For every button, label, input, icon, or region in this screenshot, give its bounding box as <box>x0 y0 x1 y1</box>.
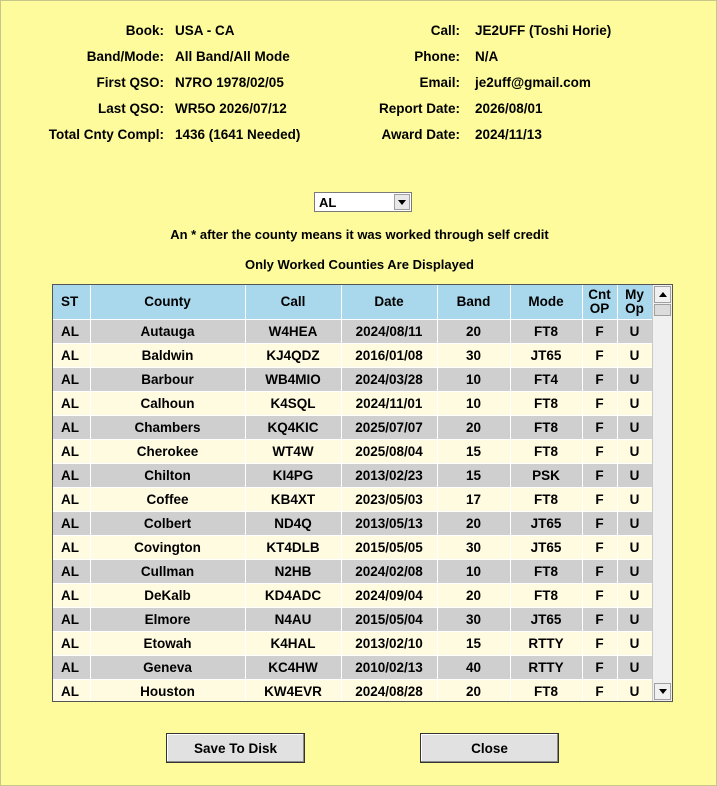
cnt-op-cell: F <box>582 440 617 464</box>
info-left-value: N7RO 1978/02/05 <box>175 75 284 90</box>
mode-cell: FT8 <box>510 440 582 464</box>
state-cell: AL <box>53 560 90 584</box>
call-cell: KB4XT <box>245 488 341 512</box>
my-op-cell: U <box>617 680 652 703</box>
call-cell: K4SQL <box>245 392 341 416</box>
cnt-op-cell: F <box>582 464 617 488</box>
save-to-disk-button[interactable]: Save To Disk <box>166 733 305 763</box>
band-cell: 40 <box>437 656 510 680</box>
county-cell: Coffee <box>90 488 245 512</box>
info-right-value: JE2UFF (Toshi Horie) <box>475 23 612 38</box>
column-header[interactable]: Mode <box>510 285 582 320</box>
my-op-cell: U <box>617 584 652 608</box>
my-op-cell: U <box>617 464 652 488</box>
table-row[interactable] <box>53 584 652 608</box>
table-row[interactable] <box>53 680 652 703</box>
state-cell: AL <box>53 416 90 440</box>
state-cell: AL <box>53 584 90 608</box>
info-right-row <box>1 74 717 92</box>
info-right-value: 2026/08/01 <box>475 101 543 116</box>
my-op-cell: U <box>617 416 652 440</box>
band-cell: 20 <box>437 416 510 440</box>
state-cell: AL <box>53 512 90 536</box>
my-op-cell: U <box>617 368 652 392</box>
cnt-op-cell: F <box>582 608 617 632</box>
info-right-value: je2uff@gmail.com <box>475 75 591 90</box>
county-table[interactable] <box>52 284 673 702</box>
call-cell: K4HAL <box>245 632 341 656</box>
band-cell: 15 <box>437 440 510 464</box>
cnt-op-cell: F <box>582 368 617 392</box>
date-cell: 2015/05/04 <box>341 608 437 632</box>
cnt-op-cell: F <box>582 536 617 560</box>
band-cell: 20 <box>437 584 510 608</box>
my-op-cell: U <box>617 608 652 632</box>
county-cell: Colbert <box>90 512 245 536</box>
county-cell: Geneva <box>90 656 245 680</box>
cnt-op-cell: F <box>582 416 617 440</box>
band-cell: 20 <box>437 512 510 536</box>
call-cell: WB4MIO <box>245 368 341 392</box>
state-cell: AL <box>53 344 90 368</box>
table-row[interactable] <box>53 368 652 392</box>
info-left-label: First QSO: <box>96 75 164 90</box>
arrow-down-icon[interactable] <box>654 683 671 700</box>
table-row[interactable] <box>53 512 652 536</box>
info-right-row <box>1 48 717 66</box>
table-row[interactable] <box>53 392 652 416</box>
vertical-scrollbar[interactable] <box>652 285 672 701</box>
info-left-label: Book: <box>125 23 164 38</box>
info-left-value: USA - CA <box>175 23 235 38</box>
date-cell: 2024/02/08 <box>341 560 437 584</box>
state-cell: AL <box>53 680 90 703</box>
table-row[interactable] <box>53 320 652 344</box>
table-row[interactable] <box>53 344 652 368</box>
state-cell: AL <box>53 608 90 632</box>
my-op-cell: U <box>617 488 652 512</box>
band-cell: 30 <box>437 344 510 368</box>
arrow-up-icon[interactable] <box>654 286 671 303</box>
cnt-op-cell: F <box>582 488 617 512</box>
state-cell: AL <box>53 368 90 392</box>
cnt-op-cell: F <box>582 320 617 344</box>
band-cell: 10 <box>437 392 510 416</box>
mode-cell: PSK <box>510 464 582 488</box>
column-header[interactable]: Call <box>245 285 341 320</box>
info-right-label: Phone: <box>414 49 460 64</box>
my-op-cell: U <box>617 344 652 368</box>
info-left-value: 1436 (1641 Needed) <box>175 127 301 142</box>
table-row[interactable] <box>53 608 652 632</box>
band-cell: 15 <box>437 464 510 488</box>
mode-cell: FT8 <box>510 584 582 608</box>
band-cell: 10 <box>437 560 510 584</box>
band-cell: 20 <box>437 680 510 703</box>
date-cell: 2023/05/03 <box>341 488 437 512</box>
date-cell: 2015/05/05 <box>341 536 437 560</box>
county-cell: Etowah <box>90 632 245 656</box>
date-cell: 2024/08/11 <box>341 320 437 344</box>
mode-cell: FT8 <box>510 416 582 440</box>
table-row[interactable] <box>53 560 652 584</box>
table-row[interactable] <box>53 632 652 656</box>
call-cell: W4HEA <box>245 320 341 344</box>
my-op-cell: U <box>617 440 652 464</box>
county-cell: Baldwin <box>90 344 245 368</box>
county-cell: Elmore <box>90 608 245 632</box>
state-cell: AL <box>53 392 90 416</box>
call-cell: N4AU <box>245 608 341 632</box>
my-op-cell: U <box>617 512 652 536</box>
date-cell: 2024/09/04 <box>341 584 437 608</box>
band-cell: 15 <box>437 632 510 656</box>
county-cell: Autauga <box>90 320 245 344</box>
state-cell: AL <box>53 656 90 680</box>
info-right-value: N/A <box>475 49 499 64</box>
mode-cell: FT8 <box>510 392 582 416</box>
table-row[interactable] <box>53 440 652 464</box>
call-cell: KW4EVR <box>245 680 341 703</box>
scroll-thumb[interactable] <box>654 304 671 316</box>
cnt-op-cell: F <box>582 560 617 584</box>
date-cell: 2025/08/04 <box>341 440 437 464</box>
date-cell: 2013/02/23 <box>341 464 437 488</box>
call-cell: WT4W <box>245 440 341 464</box>
cnt-op-cell: F <box>582 680 617 703</box>
info-right-row <box>1 126 717 144</box>
band-cell: 20 <box>437 320 510 344</box>
table-row[interactable] <box>53 536 652 560</box>
column-header[interactable]: County <box>90 285 245 320</box>
close-button[interactable]: Close <box>420 733 559 763</box>
state-cell: AL <box>53 536 90 560</box>
state-cell: AL <box>53 488 90 512</box>
date-cell: 2016/01/08 <box>341 344 437 368</box>
mode-cell: JT65 <box>510 536 582 560</box>
mode-cell: FT8 <box>510 320 582 344</box>
state-select-value: AL <box>319 195 337 210</box>
cnt-op-cell: F <box>582 632 617 656</box>
mode-cell: RTTY <box>510 656 582 680</box>
my-op-cell: U <box>617 320 652 344</box>
mode-cell: FT4 <box>510 368 582 392</box>
call-cell: KJ4QDZ <box>245 344 341 368</box>
mode-cell: FT8 <box>510 488 582 512</box>
info-right-label: Call: <box>430 23 460 38</box>
column-header[interactable]: Date <box>341 285 437 320</box>
info-right-label: Email: <box>419 75 460 90</box>
info-right-label: Award Date: <box>381 127 460 142</box>
date-cell: 2024/03/28 <box>341 368 437 392</box>
call-cell: KT4DLB <box>245 536 341 560</box>
state-cell: AL <box>53 440 90 464</box>
call-cell: KD4ADC <box>245 584 341 608</box>
call-cell: KC4HW <box>245 656 341 680</box>
table-row[interactable] <box>53 488 652 512</box>
county-cell: Calhoun <box>90 392 245 416</box>
cnt-op-cell: F <box>582 584 617 608</box>
column-header[interactable]: Cnt OP <box>582 285 617 320</box>
date-cell: 2024/08/28 <box>341 680 437 703</box>
info-left-value: All Band/All Mode <box>175 49 290 64</box>
date-cell: 2025/07/07 <box>341 416 437 440</box>
county-cell: Houston <box>90 680 245 703</box>
band-cell: 30 <box>437 536 510 560</box>
info-left-label: Last QSO: <box>97 101 164 116</box>
my-op-cell: U <box>617 560 652 584</box>
county-cell: Barbour <box>90 368 245 392</box>
self-credit-note: An * after the county means it was worked through self credit <box>170 227 549 242</box>
state-cell: AL <box>53 464 90 488</box>
call-cell: KI4PG <box>245 464 341 488</box>
county-cell: Covington <box>90 536 245 560</box>
call-cell: ND4Q <box>245 512 341 536</box>
mode-cell: JT65 <box>510 608 582 632</box>
date-cell: 2010/02/13 <box>341 656 437 680</box>
column-header[interactable]: Band <box>437 285 510 320</box>
mode-cell: JT65 <box>510 344 582 368</box>
cnt-op-cell: F <box>582 656 617 680</box>
my-op-cell: U <box>617 536 652 560</box>
cnt-op-cell: F <box>582 392 617 416</box>
county-cell: Chilton <box>90 464 245 488</box>
info-left-label: Total Cnty Compl: <box>48 127 164 142</box>
table-row[interactable] <box>53 464 652 488</box>
chevron-down-icon[interactable] <box>394 194 410 210</box>
call-cell: N2HB <box>245 560 341 584</box>
column-header[interactable]: ST <box>53 285 90 320</box>
band-cell: 30 <box>437 608 510 632</box>
band-cell: 17 <box>437 488 510 512</box>
county-cell: Chambers <box>90 416 245 440</box>
info-right-row <box>1 22 717 40</box>
county-cell: Cullman <box>90 560 245 584</box>
date-cell: 2024/11/01 <box>341 392 437 416</box>
info-right-label: Report Date: <box>378 101 460 116</box>
worked-only-note: Only Worked Counties Are Displayed <box>245 257 474 272</box>
mode-cell: RTTY <box>510 632 582 656</box>
my-op-cell: U <box>617 632 652 656</box>
state-cell: AL <box>53 632 90 656</box>
state-cell: AL <box>53 320 90 344</box>
cnt-op-cell: F <box>582 344 617 368</box>
county-cell: Cherokee <box>90 440 245 464</box>
county-cell: DeKalb <box>90 584 245 608</box>
band-cell: 10 <box>437 368 510 392</box>
mode-cell: FT8 <box>510 560 582 584</box>
table-row[interactable] <box>53 656 652 680</box>
my-op-cell: U <box>617 656 652 680</box>
column-header[interactable]: My Op <box>617 285 652 320</box>
info-right-row <box>1 100 717 118</box>
cnt-op-cell: F <box>582 512 617 536</box>
call-cell: KQ4KIC <box>245 416 341 440</box>
info-left-value: WR5O 2026/07/12 <box>175 101 287 116</box>
date-cell: 2013/05/13 <box>341 512 437 536</box>
info-left-label: Band/Mode: <box>86 49 164 64</box>
info-right-value: 2024/11/13 <box>475 127 542 142</box>
my-op-cell: U <box>617 392 652 416</box>
mode-cell: JT65 <box>510 512 582 536</box>
state-select[interactable] <box>314 192 412 212</box>
date-cell: 2013/02/10 <box>341 632 437 656</box>
table-row[interactable] <box>53 416 652 440</box>
mode-cell: FT8 <box>510 680 582 703</box>
